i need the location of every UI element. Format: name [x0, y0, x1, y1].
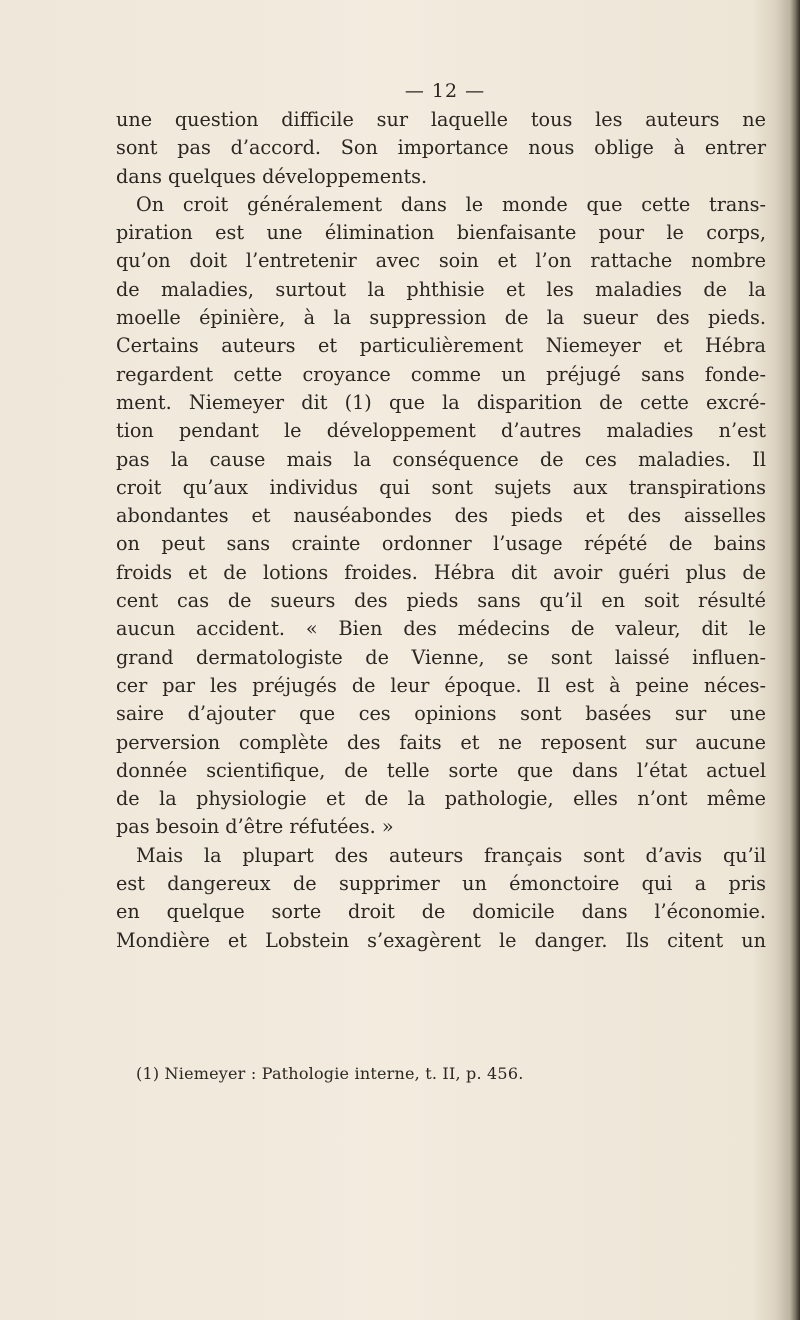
body-text: [116, 106, 766, 955]
text-line: une question difficile sur laquelle tous les auteurs ne: [116, 108, 766, 131]
text-line: de maladies, surtout la phthisie et les maladies de la: [116, 277, 766, 301]
text-line: cent cas de sueurs des pieds sans qu’il en soit résulté: [116, 589, 766, 613]
footnote: (1) Niemeyer : Pathologie interne, t. II, p. 456.: [136, 1064, 524, 1083]
text-line: piration est une élimination bienfaisante pour le corps,: [116, 221, 766, 245]
text-line: pas besoin d’être réfutées. »: [116, 815, 394, 839]
text-line: en quelque sorte droit de domicile dans l’économie.: [116, 900, 766, 924]
text-line: moelle épinière, à la suppression de la sueur des pieds.: [116, 306, 766, 330]
text-line: abondantes et nauséabondes des pieds et des aisselles: [116, 504, 766, 528]
text-line: aucun accident. « Bien des médecins de valeur, dit le: [116, 617, 766, 641]
text-line: de la physiologie et de la pathologie, elles n’ont même: [116, 787, 766, 811]
text-line: regardent cette croyance comme un préjugé sans fonde-: [116, 362, 766, 386]
text-line: dans quelques développements.: [116, 164, 428, 188]
text-line: On croit généralement dans le monde que cette trans-: [136, 192, 766, 216]
text-line: Mondière et Lobstein s’exagèrent le danger. Ils citent un: [116, 928, 766, 952]
text-line: croit qu’aux individus qui sont sujets aux transpirations: [116, 475, 766, 499]
text-line: grand dermatologiste de Vienne, se sont laissé influen-: [116, 645, 766, 669]
text-line: est dangereux de supprimer un émonctoire qui a pris: [116, 872, 766, 896]
text-line: qu’on doit l’entretenir avec soin et l’on rattache nombre: [116, 249, 766, 273]
text-line: perversion complète des faits et ne reposent sur aucune: [116, 730, 766, 754]
text-line: sont pas d’accord. Son importance nous oblige à entrer: [116, 136, 766, 160]
text-line: cer par les préjugés de leur époque. Il est à peine néces-: [116, 673, 766, 697]
text-line: on peut sans crainte ordonner l’usage répété de bains: [116, 532, 766, 556]
text-line: froids et de lotions froides. Hébra dit avoir guéri plus de: [116, 560, 766, 584]
text-line: tion pendant le développement d’autres maladies n’est: [116, 419, 766, 443]
text-line: saire d’ajouter que ces opinions sont basées sur une: [116, 702, 766, 726]
text-line: pas la cause mais la conséquence de ces maladies. Il: [116, 447, 766, 471]
page-edge-shadow: [790, 0, 800, 1320]
text-line: donnée scientifique, de telle sorte que dans l’état actuel: [116, 758, 766, 782]
text-line: Mais la plupart des auteurs français sont d’avis qu’il: [136, 843, 766, 867]
page-number: — 12 —: [404, 80, 486, 102]
text-line: Certains auteurs et particulièrement Niemeyer et Hébra: [116, 334, 766, 358]
text-line: ment. Niemeyer dit (1) que la disparition de cette excré-: [116, 390, 766, 414]
